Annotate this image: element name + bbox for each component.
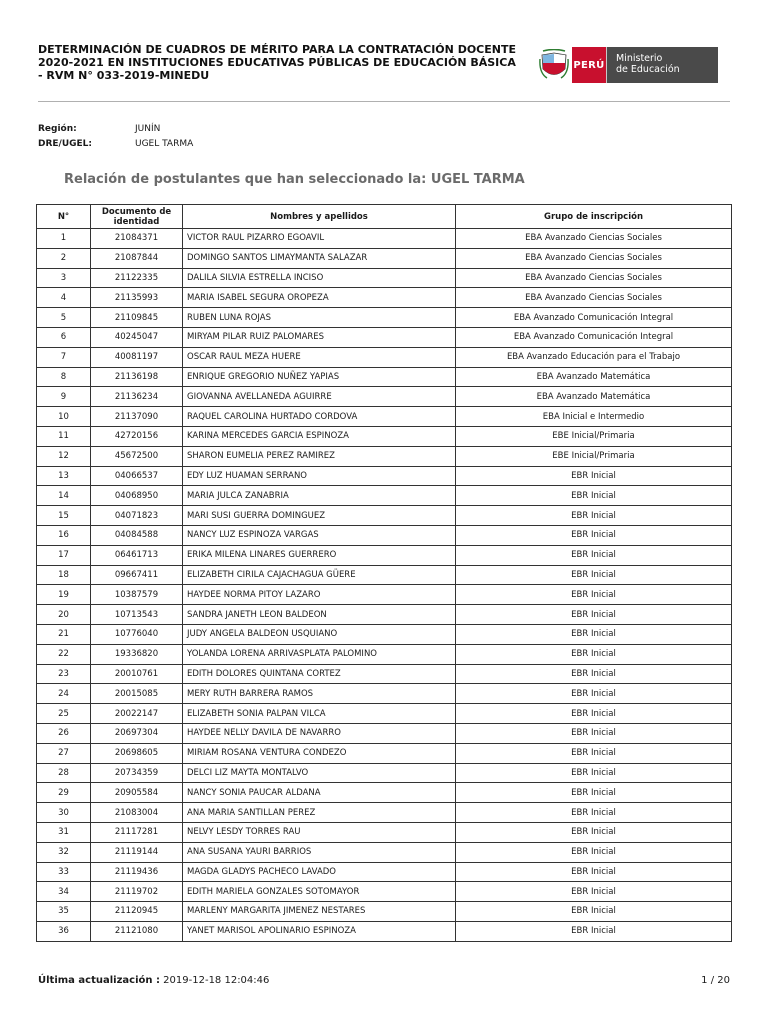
row-number: 2 xyxy=(37,248,91,268)
inscription-group: EBA Avanzado Matemática xyxy=(456,387,732,407)
document-id: 21121080 xyxy=(91,921,183,941)
logo-ministerio-line1: Ministerio xyxy=(616,53,663,64)
inscription-group: EBA Avanzado Ciencias Sociales xyxy=(456,288,732,308)
inscription-group: EBR Inicial xyxy=(456,664,732,684)
inscription-group: EBR Inicial xyxy=(456,842,732,862)
inscription-group: EBR Inicial xyxy=(456,486,732,506)
document-id: 21122335 xyxy=(91,268,183,288)
table-row xyxy=(37,605,732,625)
full-name: ELIZABETH SONIA PALPAN VILCA xyxy=(183,704,456,724)
inscription-group: EBE Inicial/Primaria xyxy=(456,446,732,466)
table-row xyxy=(37,743,732,763)
table-row xyxy=(37,387,732,407)
row-number: 16 xyxy=(37,525,91,545)
full-name: RAQUEL CAROLINA HURTADO CORDOVA xyxy=(183,407,456,427)
inscription-group: EBR Inicial xyxy=(456,644,732,664)
inscription-group: EBR Inicial xyxy=(456,902,732,922)
inscription-group: EBR Inicial xyxy=(456,624,732,644)
inscription-group: EBA Avanzado Matemática xyxy=(456,367,732,387)
full-name: NELVY LESDY TORRES RAU xyxy=(183,822,456,842)
page-number: 1 / 20 xyxy=(701,975,730,986)
document-id: 20022147 xyxy=(91,704,183,724)
row-number: 5 xyxy=(37,308,91,328)
inscription-group: EBA Avanzado Educación para el Trabajo xyxy=(456,347,732,367)
page-subtitle: Relación de postulantes que han seleccionado la: UGEL TARMA xyxy=(64,172,525,187)
full-name: EDITH MARIELA GONZALES SOTOMAYOR xyxy=(183,882,456,902)
last-update xyxy=(38,975,269,986)
table-row xyxy=(37,644,732,664)
last-update-value: 2019-12-18 12:04:46 xyxy=(163,975,270,986)
inscription-group: EBE Inicial/Primaria xyxy=(456,426,732,446)
inscription-group: EBR Inicial xyxy=(456,525,732,545)
document-id: 09667411 xyxy=(91,565,183,585)
table-header-row xyxy=(37,205,732,229)
table-row xyxy=(37,545,732,565)
row-number: 11 xyxy=(37,426,91,446)
inscription-group: EBR Inicial xyxy=(456,921,732,941)
table-row xyxy=(37,882,732,902)
row-number: 22 xyxy=(37,644,91,664)
table-row xyxy=(37,506,732,526)
document-id: 21136234 xyxy=(91,387,183,407)
row-number: 9 xyxy=(37,387,91,407)
full-name: EDITH DOLORES QUINTANA CORTEZ xyxy=(183,664,456,684)
row-number: 15 xyxy=(37,506,91,526)
full-name: NANCY SONIA PAUCAR ALDANA xyxy=(183,783,456,803)
row-number: 26 xyxy=(37,723,91,743)
inscription-group: EBR Inicial xyxy=(456,466,732,486)
table-row xyxy=(37,921,732,941)
full-name: MARIA ISABEL SEGURA OROPEZA xyxy=(183,288,456,308)
page-header xyxy=(38,43,730,101)
table-row xyxy=(37,308,732,328)
full-name: ENRIQUE GREGORIO NUÑEZ YAPIAS xyxy=(183,367,456,387)
row-number: 8 xyxy=(37,367,91,387)
table-row xyxy=(37,565,732,585)
table-row xyxy=(37,684,732,704)
logo-peru-text: PERÚ xyxy=(572,47,606,83)
inscription-group: EBR Inicial xyxy=(456,803,732,823)
row-number: 27 xyxy=(37,743,91,763)
table-row xyxy=(37,862,732,882)
inscription-group: EBR Inicial xyxy=(456,882,732,902)
region-label: Región: xyxy=(38,124,77,134)
row-number: 25 xyxy=(37,704,91,724)
table-body xyxy=(37,229,732,942)
full-name: RUBEN LUNA ROJAS xyxy=(183,308,456,328)
inscription-group: EBA Avanzado Comunicación Integral xyxy=(456,327,732,347)
peru-coat-of-arms-icon xyxy=(539,49,569,81)
logo-ministerio-text xyxy=(606,47,718,83)
document-id: 10387579 xyxy=(91,585,183,605)
row-number: 1 xyxy=(37,229,91,249)
document-id: 40245047 xyxy=(91,327,183,347)
document-id: 40081197 xyxy=(91,347,183,367)
document-id: 04066537 xyxy=(91,466,183,486)
table-row xyxy=(37,704,732,724)
table-row xyxy=(37,585,732,605)
column-header-number: N° xyxy=(37,205,91,229)
inscription-group: EBR Inicial xyxy=(456,822,732,842)
row-number: 31 xyxy=(37,822,91,842)
full-name: SANDRA JANETH LEON BALDEON xyxy=(183,605,456,625)
full-name: MARIA JULCA ZANABRIA xyxy=(183,486,456,506)
full-name: JUDY ANGELA BALDEON USQUIANO xyxy=(183,624,456,644)
dre-label: DRE/UGEL: xyxy=(38,139,93,149)
row-number: 20 xyxy=(37,605,91,625)
document-id: 21087844 xyxy=(91,248,183,268)
row-number: 33 xyxy=(37,862,91,882)
document-id: 42720156 xyxy=(91,426,183,446)
full-name: DALILA SILVIA ESTRELLA INCISO xyxy=(183,268,456,288)
table-row xyxy=(37,723,732,743)
document-id: 45672500 xyxy=(91,446,183,466)
document-id: 21120945 xyxy=(91,902,183,922)
table-row xyxy=(37,288,732,308)
row-number: 23 xyxy=(37,664,91,684)
table-row xyxy=(37,327,732,347)
full-name: NANCY LUZ ESPINOZA VARGAS xyxy=(183,525,456,545)
full-name: ANA SUSANA YAURI BARRIOS xyxy=(183,842,456,862)
document-id: 20697304 xyxy=(91,723,183,743)
document-id: 21109845 xyxy=(91,308,183,328)
logo-ministerio-line2: de Educación xyxy=(616,64,680,75)
inscription-group: EBR Inicial xyxy=(456,545,732,565)
column-header-document: Documento de identidad xyxy=(91,205,183,229)
full-name: MAGDA GLADYS PACHECO LAVADO xyxy=(183,862,456,882)
table-row xyxy=(37,902,732,922)
inscription-group: EBR Inicial xyxy=(456,763,732,783)
row-number: 35 xyxy=(37,902,91,922)
document-id: 21084371 xyxy=(91,229,183,249)
inscription-group: EBA Avanzado Ciencias Sociales xyxy=(456,268,732,288)
table-row xyxy=(37,486,732,506)
row-number: 32 xyxy=(37,842,91,862)
row-number: 14 xyxy=(37,486,91,506)
table-row xyxy=(37,426,732,446)
table-row xyxy=(37,466,732,486)
table-row xyxy=(37,268,732,288)
document-id: 04071823 xyxy=(91,506,183,526)
inscription-group: EBR Inicial xyxy=(456,862,732,882)
dre-value: UGEL TARMA xyxy=(135,139,194,149)
table-row xyxy=(37,407,732,427)
full-name: HAYDEE NELLY DAVILA DE NAVARRO xyxy=(183,723,456,743)
inscription-group: EBR Inicial xyxy=(456,783,732,803)
document-id: 10776040 xyxy=(91,624,183,644)
row-number: 28 xyxy=(37,763,91,783)
region-value: JUNÍN xyxy=(135,124,161,134)
header-divider xyxy=(38,101,730,102)
table-row xyxy=(37,763,732,783)
row-number: 13 xyxy=(37,466,91,486)
row-number: 6 xyxy=(37,327,91,347)
table-row xyxy=(37,842,732,862)
table-row xyxy=(37,803,732,823)
document-id: 21137090 xyxy=(91,407,183,427)
table-row xyxy=(37,229,732,249)
column-header-group: Grupo de inscripción xyxy=(456,205,732,229)
document-id: 21136198 xyxy=(91,367,183,387)
row-number: 29 xyxy=(37,783,91,803)
document-id: 10713543 xyxy=(91,605,183,625)
inscription-group: EBA Inicial e Intermedio xyxy=(456,407,732,427)
inscription-group: EBR Inicial xyxy=(456,506,732,526)
row-number: 17 xyxy=(37,545,91,565)
document-id: 21119144 xyxy=(91,842,183,862)
inscription-group: EBR Inicial xyxy=(456,565,732,585)
full-name: MERY RUTH BARRERA RAMOS xyxy=(183,684,456,704)
document-title: DETERMINACIÓN DE CUADROS DE MÉRITO PARA LA CONTRATACIÓN DOCENTE 2020-2021 EN INSTITUCIONES EDUCATIVAS PÚBLICAS DE EDUCACIÓN BÁSICA - RVM N° 033-2019-MINEDU xyxy=(38,43,516,82)
table-row xyxy=(37,525,732,545)
row-number: 10 xyxy=(37,407,91,427)
document-id: 04068950 xyxy=(91,486,183,506)
full-name: KARINA MERCEDES GARCIA ESPINOZA xyxy=(183,426,456,446)
inscription-group: EBR Inicial xyxy=(456,605,732,625)
full-name: MARI SUSI GUERRA DOMINGUEZ xyxy=(183,506,456,526)
document-id: 21117281 xyxy=(91,822,183,842)
table-row xyxy=(37,664,732,684)
document-id: 21119702 xyxy=(91,882,183,902)
row-number: 24 xyxy=(37,684,91,704)
document-id: 21083004 xyxy=(91,803,183,823)
document-id: 20015085 xyxy=(91,684,183,704)
row-number: 34 xyxy=(37,882,91,902)
row-number: 36 xyxy=(37,921,91,941)
full-name: DELCI LIZ MAYTA MONTALVO xyxy=(183,763,456,783)
table-row xyxy=(37,347,732,367)
full-name: DOMINGO SANTOS LIMAYMANTA SALAZAR xyxy=(183,248,456,268)
document-id: 20905584 xyxy=(91,783,183,803)
document-id: 20734359 xyxy=(91,763,183,783)
inscription-group: EBR Inicial xyxy=(456,743,732,763)
table-row xyxy=(37,822,732,842)
document-id: 04084588 xyxy=(91,525,183,545)
full-name: ERIKA MILENA LINARES GUERRERO xyxy=(183,545,456,565)
row-number: 18 xyxy=(37,565,91,585)
full-name: EDY LUZ HUAMAN SERRANO xyxy=(183,466,456,486)
document-id: 06461713 xyxy=(91,545,183,565)
inscription-group: EBR Inicial xyxy=(456,684,732,704)
last-update-label: Última actualización : xyxy=(38,975,160,986)
row-number: 12 xyxy=(37,446,91,466)
full-name: MIRIAM ROSANA VENTURA CONDEZO xyxy=(183,743,456,763)
full-name: GIOVANNA AVELLANEDA AGUIRRE xyxy=(183,387,456,407)
table-row xyxy=(37,783,732,803)
row-number: 19 xyxy=(37,585,91,605)
table-row xyxy=(37,367,732,387)
full-name: ANA MARIA SANTILLAN PEREZ xyxy=(183,803,456,823)
full-name: SHARON EUMELIA PEREZ RAMIREZ xyxy=(183,446,456,466)
row-number: 7 xyxy=(37,347,91,367)
row-number: 3 xyxy=(37,268,91,288)
full-name: MARLENY MARGARITA JIMENEZ NESTARES xyxy=(183,902,456,922)
inscription-group: EBA Avanzado Comunicación Integral xyxy=(456,308,732,328)
inscription-group: EBR Inicial xyxy=(456,723,732,743)
inscription-group: EBR Inicial xyxy=(456,704,732,724)
full-name: HAYDEE NORMA PITOY LAZARO xyxy=(183,585,456,605)
row-number: 30 xyxy=(37,803,91,823)
applicants-table xyxy=(36,204,732,942)
full-name: OSCAR RAUL MEZA HUERE xyxy=(183,347,456,367)
table-row xyxy=(37,624,732,644)
inscription-group: EBR Inicial xyxy=(456,585,732,605)
full-name: ELIZABETH CIRILA CAJACHAGUA GÜERE xyxy=(183,565,456,585)
document-id: 21135993 xyxy=(91,288,183,308)
inscription-group: EBA Avanzado Ciencias Sociales xyxy=(456,229,732,249)
table-row xyxy=(37,248,732,268)
row-number: 4 xyxy=(37,288,91,308)
column-header-name: Nombres y apellidos xyxy=(183,205,456,229)
table-row xyxy=(37,446,732,466)
document-id: 20698605 xyxy=(91,743,183,763)
inscription-group: EBA Avanzado Ciencias Sociales xyxy=(456,248,732,268)
document-id: 19336820 xyxy=(91,644,183,664)
document-id: 21119436 xyxy=(91,862,183,882)
ministerio-logo xyxy=(539,47,729,83)
full-name: MIRYAM PILAR RUIZ PALOMARES xyxy=(183,327,456,347)
full-name: VICTOR RAUL PIZARRO EGOAVIL xyxy=(183,229,456,249)
document-id: 20010761 xyxy=(91,664,183,684)
full-name: YOLANDA LORENA ARRIVASPLATA PALOMINO xyxy=(183,644,456,664)
row-number: 21 xyxy=(37,624,91,644)
full-name: YANET MARISOL APOLINARIO ESPINOZA xyxy=(183,921,456,941)
